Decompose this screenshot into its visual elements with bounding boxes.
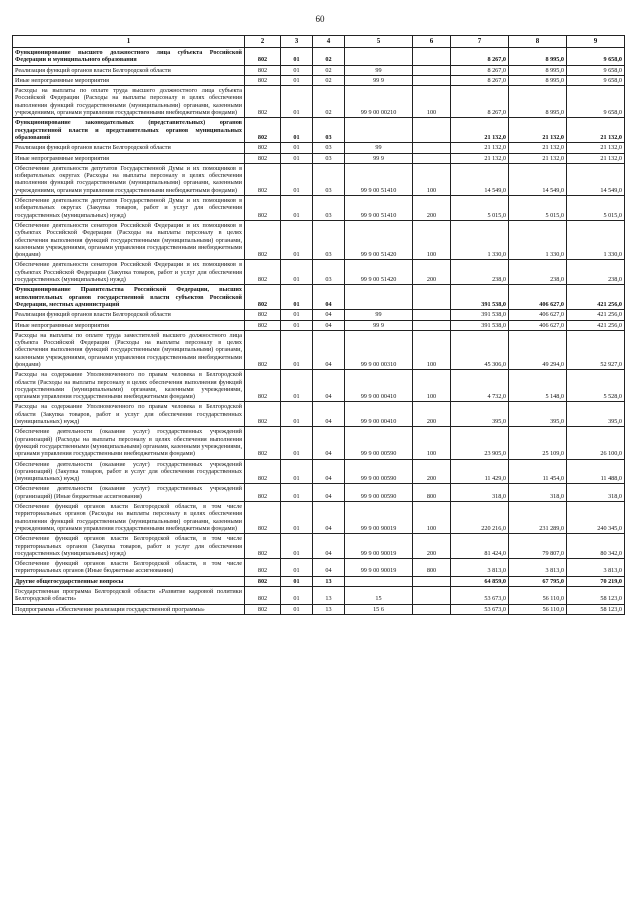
target-article-cell: 99 9 00 00210 bbox=[345, 86, 413, 118]
amount-year3-cell: 1 330,0 bbox=[567, 220, 625, 259]
amount-year2-cell: 56 110,0 bbox=[509, 587, 567, 605]
amount-year1-cell: 3 813,0 bbox=[451, 559, 509, 577]
target-article-cell: 99 9 bbox=[345, 153, 413, 163]
ministry-code-cell: 802 bbox=[245, 285, 281, 310]
table-row bbox=[13, 65, 625, 75]
amount-year2-cell: 14 549,0 bbox=[509, 163, 567, 195]
amount-year2-cell: 5 015,0 bbox=[509, 196, 567, 221]
subsection-code-cell: 02 bbox=[313, 86, 345, 118]
expense-type-cell: 800 bbox=[413, 559, 451, 577]
expense-type-cell bbox=[413, 587, 451, 605]
table-row bbox=[13, 484, 625, 502]
section-code-cell: 01 bbox=[281, 310, 313, 320]
row-name-cell: Подпрограмма «Обеспечение реализации государственной программы» bbox=[13, 604, 245, 614]
amount-year3-cell: 52 927,0 bbox=[567, 330, 625, 369]
section-code-cell: 01 bbox=[281, 402, 313, 427]
section-code-cell: 01 bbox=[281, 559, 313, 577]
amount-year1-cell: 8 267,0 bbox=[451, 65, 509, 75]
amount-year2-cell: 231 289,0 bbox=[509, 502, 567, 534]
table-row bbox=[13, 48, 625, 66]
amount-year1-cell: 5 015,0 bbox=[451, 196, 509, 221]
amount-year2-cell: 56 110,0 bbox=[509, 604, 567, 614]
ministry-code-cell: 802 bbox=[245, 310, 281, 320]
target-article-cell: 99 9 00 00590 bbox=[345, 484, 413, 502]
amount-year1-cell: 238,0 bbox=[451, 260, 509, 285]
section-code-cell: 01 bbox=[281, 48, 313, 66]
section-code-cell: 01 bbox=[281, 220, 313, 259]
amount-year1-cell: 318,0 bbox=[451, 484, 509, 502]
row-name-cell: Обеспечение деятельности сенаторов Российской Федерации и их помощников в субъектах Российской Федерации (Закупка товаров, работ и услуг для обеспечения государственных (муниципальных) нужд) bbox=[13, 260, 245, 285]
subsection-code-cell: 02 bbox=[313, 48, 345, 66]
table-row bbox=[13, 75, 625, 85]
amount-year3-cell: 21 132,0 bbox=[567, 153, 625, 163]
row-name-cell: Функционирование Правительства Российской Федерации, высших исполнительных органов государственной власти субъектов Российской Федерации, местных администраций bbox=[13, 285, 245, 310]
expense-type-cell: 800 bbox=[413, 484, 451, 502]
row-name-cell: Иные непрограммные мероприятия bbox=[13, 153, 245, 163]
expense-type-cell: 200 bbox=[413, 196, 451, 221]
section-code-cell: 01 bbox=[281, 118, 313, 143]
budget-table bbox=[12, 35, 625, 615]
subsection-code-cell: 04 bbox=[313, 330, 345, 369]
ministry-code-cell: 802 bbox=[245, 163, 281, 195]
subsection-code-cell: 03 bbox=[313, 163, 345, 195]
table-row bbox=[13, 559, 625, 577]
subsection-code-cell: 04 bbox=[313, 534, 345, 559]
ministry-code-cell: 802 bbox=[245, 153, 281, 163]
ministry-code-cell: 802 bbox=[245, 260, 281, 285]
amount-year1-cell: 64 859,0 bbox=[451, 576, 509, 586]
amount-year1-cell: 391 538,0 bbox=[451, 320, 509, 330]
table-row bbox=[13, 118, 625, 143]
expense-type-cell bbox=[413, 153, 451, 163]
amount-year3-cell: 5 528,0 bbox=[567, 370, 625, 402]
subsection-code-cell: 04 bbox=[313, 459, 345, 484]
amount-year1-cell: 395,0 bbox=[451, 402, 509, 427]
expense-type-cell: 200 bbox=[413, 260, 451, 285]
table-row bbox=[13, 330, 625, 369]
section-code-cell: 01 bbox=[281, 576, 313, 586]
expense-type-cell bbox=[413, 143, 451, 153]
target-article-cell: 99 9 00 51420 bbox=[345, 220, 413, 259]
table-row bbox=[13, 86, 625, 118]
column-header: 5 bbox=[345, 36, 413, 48]
target-article-cell: 99 bbox=[345, 310, 413, 320]
row-name-cell: Государственная программа Белгородской области «Развитие кадровой политики Белгородской области» bbox=[13, 587, 245, 605]
subsection-code-cell: 04 bbox=[313, 484, 345, 502]
subsection-code-cell: 04 bbox=[313, 502, 345, 534]
section-code-cell: 01 bbox=[281, 604, 313, 614]
amount-year3-cell: 238,0 bbox=[567, 260, 625, 285]
amount-year2-cell: 318,0 bbox=[509, 484, 567, 502]
ministry-code-cell: 802 bbox=[245, 320, 281, 330]
section-code-cell: 01 bbox=[281, 196, 313, 221]
amount-year3-cell: 26 100,0 bbox=[567, 427, 625, 459]
amount-year2-cell: 8 995,0 bbox=[509, 75, 567, 85]
row-name-cell: Иные непрограммные мероприятия bbox=[13, 75, 245, 85]
target-article-cell: 15 6 bbox=[345, 604, 413, 614]
amount-year1-cell: 21 132,0 bbox=[451, 153, 509, 163]
subsection-code-cell: 03 bbox=[313, 196, 345, 221]
expense-type-cell: 100 bbox=[413, 86, 451, 118]
amount-year3-cell: 58 123,0 bbox=[567, 604, 625, 614]
amount-year2-cell: 21 132,0 bbox=[509, 118, 567, 143]
amount-year2-cell: 11 454,0 bbox=[509, 459, 567, 484]
section-code-cell: 01 bbox=[281, 260, 313, 285]
table-row bbox=[13, 310, 625, 320]
column-header: 7 bbox=[451, 36, 509, 48]
amount-year2-cell: 49 294,0 bbox=[509, 330, 567, 369]
ministry-code-cell: 802 bbox=[245, 65, 281, 75]
expense-type-cell bbox=[413, 75, 451, 85]
subsection-code-cell: 04 bbox=[313, 370, 345, 402]
subsection-code-cell: 04 bbox=[313, 559, 345, 577]
amount-year1-cell: 391 538,0 bbox=[451, 285, 509, 310]
amount-year1-cell: 53 673,0 bbox=[451, 587, 509, 605]
table-row bbox=[13, 163, 625, 195]
amount-year1-cell: 21 132,0 bbox=[451, 118, 509, 143]
row-name-cell: Обеспечение деятельности депутатов Государственной Думы и их помощников в избирательных округах (Расходы на выплаты персоналу в целях обеспечения выполнения функций государственными (муниципальными) органами, казенными учреждениями, органами управления государственными внебюджетными фондами) bbox=[13, 163, 245, 195]
amount-year2-cell: 21 132,0 bbox=[509, 143, 567, 153]
ministry-code-cell: 802 bbox=[245, 402, 281, 427]
amount-year2-cell: 79 807,0 bbox=[509, 534, 567, 559]
section-code-cell: 01 bbox=[281, 459, 313, 484]
table-row bbox=[13, 153, 625, 163]
amount-year1-cell: 220 216,0 bbox=[451, 502, 509, 534]
ministry-code-cell: 802 bbox=[245, 75, 281, 85]
amount-year3-cell: 9 658,0 bbox=[567, 65, 625, 75]
amount-year1-cell: 8 267,0 bbox=[451, 75, 509, 85]
row-name-cell: Обеспечение деятельности депутатов Государственной Думы и их помощников в избирательных округах (Закупка товаров, работ и услуг для обеспечения государственных (муниципальных) нужд) bbox=[13, 196, 245, 221]
expense-type-cell bbox=[413, 65, 451, 75]
row-name-cell: Расходы на содержание Уполномоченного по правам человека в Белгородской области (Расходы на выплаты персоналу в целях обеспечения выполнения функций государственными (муниципальными) органами, казенными учреждениями, органами управления государственными внебюджетными фондами) bbox=[13, 370, 245, 402]
section-code-cell: 01 bbox=[281, 502, 313, 534]
table-row bbox=[13, 370, 625, 402]
row-name-cell: Обеспечение деятельности (оказание услуг) государственных учреждений (организаций) (Иные бюджетные ассигнования) bbox=[13, 484, 245, 502]
expense-type-cell bbox=[413, 285, 451, 310]
row-name-cell: Иные непрограммные мероприятия bbox=[13, 320, 245, 330]
row-name-cell: Функционирование законодательных (представительных) органов государственной власти и представительных органов муниципальных образований bbox=[13, 118, 245, 143]
column-header: 1 bbox=[13, 36, 245, 48]
row-name-cell: Реализация функций органов власти Белгородской области bbox=[13, 310, 245, 320]
target-article-cell bbox=[345, 48, 413, 66]
subsection-code-cell: 13 bbox=[313, 604, 345, 614]
row-name-cell: Обеспечение функций органов власти Белгородской области, в том числе территориальных органов (Иные бюджетные ассигнования) bbox=[13, 559, 245, 577]
expense-type-cell bbox=[413, 118, 451, 143]
ministry-code-cell: 802 bbox=[245, 484, 281, 502]
section-code-cell: 01 bbox=[281, 330, 313, 369]
ministry-code-cell: 802 bbox=[245, 459, 281, 484]
subsection-code-cell: 04 bbox=[313, 320, 345, 330]
column-header: 6 bbox=[413, 36, 451, 48]
expense-type-cell bbox=[413, 310, 451, 320]
subsection-code-cell: 03 bbox=[313, 153, 345, 163]
subsection-code-cell: 13 bbox=[313, 576, 345, 586]
ministry-code-cell: 802 bbox=[245, 118, 281, 143]
amount-year2-cell: 67 795,0 bbox=[509, 576, 567, 586]
target-article-cell: 99 9 bbox=[345, 320, 413, 330]
target-article-cell: 99 9 00 51410 bbox=[345, 163, 413, 195]
row-name-cell: Функционирование высшего должностного лица субъекта Российской Федерации и муниципального образования bbox=[13, 48, 245, 66]
ministry-code-cell: 802 bbox=[245, 534, 281, 559]
amount-year1-cell: 1 330,0 bbox=[451, 220, 509, 259]
target-article-cell: 99 9 00 90019 bbox=[345, 559, 413, 577]
amount-year1-cell: 11 429,0 bbox=[451, 459, 509, 484]
ministry-code-cell: 802 bbox=[245, 143, 281, 153]
section-code-cell: 01 bbox=[281, 534, 313, 559]
row-name-cell: Обеспечение функций органов власти Белгородской области, в том числе территориальных органов (Расходы на выплаты персоналу в целях обеспечения выполнения функций государственными (муниципальными) органами, казенными учреждениями, органами управления государственными внебюджетными фондами) bbox=[13, 502, 245, 534]
amount-year2-cell: 3 813,0 bbox=[509, 559, 567, 577]
section-code-cell: 01 bbox=[281, 65, 313, 75]
subsection-code-cell: 04 bbox=[313, 285, 345, 310]
subsection-code-cell: 04 bbox=[313, 402, 345, 427]
table-row bbox=[13, 534, 625, 559]
ministry-code-cell: 802 bbox=[245, 604, 281, 614]
row-name-cell: Обеспечение деятельности сенаторов Российской Федерации и их помощников в субъектах Российской Федерации (Расходы на выплаты персоналу в целях обеспечения выполнения функций государственными (муниципальными) органами, казенными учреждениями, органами управления государственными внебюджетными фондами) bbox=[13, 220, 245, 259]
section-code-cell: 01 bbox=[281, 427, 313, 459]
target-article-cell: 99 9 00 00590 bbox=[345, 427, 413, 459]
expense-type-cell: 200 bbox=[413, 402, 451, 427]
amount-year3-cell: 421 256,0 bbox=[567, 285, 625, 310]
table-row bbox=[13, 587, 625, 605]
column-header: 8 bbox=[509, 36, 567, 48]
amount-year2-cell: 8 995,0 bbox=[509, 86, 567, 118]
expense-type-cell bbox=[413, 604, 451, 614]
expense-type-cell: 100 bbox=[413, 330, 451, 369]
amount-year2-cell: 406 627,0 bbox=[509, 310, 567, 320]
amount-year3-cell: 70 219,0 bbox=[567, 576, 625, 586]
row-name-cell: Другие общегосударственные вопросы bbox=[13, 576, 245, 586]
amount-year2-cell: 395,0 bbox=[509, 402, 567, 427]
section-code-cell: 01 bbox=[281, 285, 313, 310]
subsection-code-cell: 04 bbox=[313, 427, 345, 459]
amount-year2-cell: 8 995,0 bbox=[509, 65, 567, 75]
table-row bbox=[13, 459, 625, 484]
ministry-code-cell: 802 bbox=[245, 370, 281, 402]
section-code-cell: 01 bbox=[281, 484, 313, 502]
amount-year1-cell: 391 538,0 bbox=[451, 310, 509, 320]
target-article-cell: 99 bbox=[345, 65, 413, 75]
amount-year2-cell: 406 627,0 bbox=[509, 285, 567, 310]
table-header-row bbox=[13, 36, 625, 48]
section-code-cell: 01 bbox=[281, 75, 313, 85]
column-header: 3 bbox=[281, 36, 313, 48]
section-code-cell: 01 bbox=[281, 86, 313, 118]
row-name-cell: Реализация функций органов власти Белгородской области bbox=[13, 65, 245, 75]
table-row bbox=[13, 576, 625, 586]
ministry-code-cell: 802 bbox=[245, 559, 281, 577]
row-name-cell: Обеспечение деятельности (оказание услуг) государственных учреждений (организаций) (Закупка товаров, работ и услуг для обеспечения государственных (муниципальных) нужд) bbox=[13, 459, 245, 484]
amount-year1-cell: 81 424,0 bbox=[451, 534, 509, 559]
expense-type-cell bbox=[413, 320, 451, 330]
row-name-cell: Расходы на содержание Уполномоченного по правам человека в Белгородской области (Закупка товаров, работ и услуг для обеспечения государственных (муниципальных) нужд) bbox=[13, 402, 245, 427]
table-row bbox=[13, 402, 625, 427]
amount-year1-cell: 8 267,0 bbox=[451, 86, 509, 118]
amount-year3-cell: 14 549,0 bbox=[567, 163, 625, 195]
subsection-code-cell: 03 bbox=[313, 220, 345, 259]
table-row bbox=[13, 320, 625, 330]
expense-type-cell: 100 bbox=[413, 502, 451, 534]
target-article-cell bbox=[345, 118, 413, 143]
target-article-cell bbox=[345, 576, 413, 586]
amount-year2-cell: 406 627,0 bbox=[509, 320, 567, 330]
amount-year2-cell: 21 132,0 bbox=[509, 153, 567, 163]
amount-year1-cell: 8 267,0 bbox=[451, 48, 509, 66]
column-header: 9 bbox=[567, 36, 625, 48]
amount-year2-cell: 238,0 bbox=[509, 260, 567, 285]
row-name-cell: Обеспечение деятельности (оказание услуг) государственных учреждений (организаций) (Расходы на выплаты персоналу в целях обеспечения выполнения функций государственными (муниципальными) органами, казенными учреждениями, органами управления государственными внебюджетными фондами) bbox=[13, 427, 245, 459]
subsection-code-cell: 03 bbox=[313, 260, 345, 285]
row-name-cell: Расходы на выплаты по оплате труда заместителей высшего должностного лица субъекта Российской Федерации (Расходы на выплаты персоналу в целях обеспечения выполнения функций государственными (муниципальными) органами, казенными учреждениями, органами управления государственными внебюджетными фондами) bbox=[13, 330, 245, 369]
amount-year3-cell: 58 123,0 bbox=[567, 587, 625, 605]
column-header: 2 bbox=[245, 36, 281, 48]
target-article-cell: 99 9 00 90019 bbox=[345, 502, 413, 534]
amount-year1-cell: 4 732,0 bbox=[451, 370, 509, 402]
subsection-code-cell: 03 bbox=[313, 118, 345, 143]
expense-type-cell: 100 bbox=[413, 163, 451, 195]
amount-year2-cell: 1 330,0 bbox=[509, 220, 567, 259]
subsection-code-cell: 03 bbox=[313, 143, 345, 153]
amount-year1-cell: 14 549,0 bbox=[451, 163, 509, 195]
ministry-code-cell: 802 bbox=[245, 502, 281, 534]
section-code-cell: 01 bbox=[281, 153, 313, 163]
ministry-code-cell: 802 bbox=[245, 196, 281, 221]
target-article-cell: 99 9 00 51420 bbox=[345, 260, 413, 285]
target-article-cell: 99 9 00 51410 bbox=[345, 196, 413, 221]
section-code-cell: 01 bbox=[281, 320, 313, 330]
table-row bbox=[13, 260, 625, 285]
expense-type-cell: 200 bbox=[413, 534, 451, 559]
section-code-cell: 01 bbox=[281, 587, 313, 605]
amount-year2-cell: 25 109,0 bbox=[509, 427, 567, 459]
target-article-cell: 99 bbox=[345, 143, 413, 153]
amount-year1-cell: 53 673,0 bbox=[451, 604, 509, 614]
amount-year3-cell: 9 658,0 bbox=[567, 75, 625, 85]
row-name-cell: Реализация функций органов власти Белгородской области bbox=[13, 143, 245, 153]
amount-year3-cell: 9 658,0 bbox=[567, 86, 625, 118]
row-name-cell: Обеспечение функций органов власти Белгородской области, в том числе территориальных органов (Закупка товаров, работ и услуг для обеспечения государственных (муниципальных) нужд) bbox=[13, 534, 245, 559]
amount-year3-cell: 421 256,0 bbox=[567, 320, 625, 330]
expense-type-cell: 200 bbox=[413, 459, 451, 484]
table-row bbox=[13, 220, 625, 259]
amount-year3-cell: 9 658,0 bbox=[567, 48, 625, 66]
expense-type-cell bbox=[413, 48, 451, 66]
target-article-cell: 99 9 00 00310 bbox=[345, 330, 413, 369]
target-article-cell: 99 9 00 00410 bbox=[345, 370, 413, 402]
amount-year3-cell: 21 132,0 bbox=[567, 143, 625, 153]
target-article-cell: 99 9 00 00590 bbox=[345, 459, 413, 484]
amount-year1-cell: 45 306,0 bbox=[451, 330, 509, 369]
target-article-cell bbox=[345, 285, 413, 310]
section-code-cell: 01 bbox=[281, 163, 313, 195]
expense-type-cell: 100 bbox=[413, 220, 451, 259]
section-code-cell: 01 bbox=[281, 143, 313, 153]
amount-year3-cell: 421 256,0 bbox=[567, 310, 625, 320]
ministry-code-cell: 802 bbox=[245, 48, 281, 66]
row-name-cell: Расходы на выплаты по оплате труда высшего должностного лица субъекта Российской Федерации (Расходы на выплаты персоналу в целях обеспечения выполнения функций государственными (муниципальными) органами, казенными учреждениями, органами управления государственными внебюджетными фондами) bbox=[13, 86, 245, 118]
amount-year2-cell: 5 148,0 bbox=[509, 370, 567, 402]
page-number: 60 bbox=[315, 14, 325, 24]
amount-year3-cell: 240 345,0 bbox=[567, 502, 625, 534]
ministry-code-cell: 802 bbox=[245, 427, 281, 459]
ministry-code-cell: 802 bbox=[245, 330, 281, 369]
amount-year3-cell: 395,0 bbox=[567, 402, 625, 427]
column-header: 4 bbox=[313, 36, 345, 48]
table-row bbox=[13, 143, 625, 153]
subsection-code-cell: 04 bbox=[313, 310, 345, 320]
target-article-cell: 99 9 00 90019 bbox=[345, 534, 413, 559]
ministry-code-cell: 802 bbox=[245, 587, 281, 605]
expense-type-cell: 100 bbox=[413, 370, 451, 402]
amount-year3-cell: 21 132,0 bbox=[567, 118, 625, 143]
amount-year3-cell: 80 342,0 bbox=[567, 534, 625, 559]
subsection-code-cell: 02 bbox=[313, 65, 345, 75]
table-row bbox=[13, 604, 625, 614]
target-article-cell: 15 bbox=[345, 587, 413, 605]
amount-year3-cell: 318,0 bbox=[567, 484, 625, 502]
table-row bbox=[13, 196, 625, 221]
expense-type-cell: 100 bbox=[413, 427, 451, 459]
target-article-cell: 99 9 bbox=[345, 75, 413, 85]
amount-year3-cell: 5 015,0 bbox=[567, 196, 625, 221]
section-code-cell: 01 bbox=[281, 370, 313, 402]
table-row bbox=[13, 285, 625, 310]
amount-year3-cell: 11 488,0 bbox=[567, 459, 625, 484]
amount-year3-cell: 3 813,0 bbox=[567, 559, 625, 577]
expense-type-cell bbox=[413, 576, 451, 586]
ministry-code-cell: 802 bbox=[245, 86, 281, 118]
subsection-code-cell: 02 bbox=[313, 75, 345, 85]
ministry-code-cell: 802 bbox=[245, 576, 281, 586]
ministry-code-cell: 802 bbox=[245, 220, 281, 259]
amount-year2-cell: 8 995,0 bbox=[509, 48, 567, 66]
target-article-cell: 99 9 00 00410 bbox=[345, 402, 413, 427]
table-row bbox=[13, 502, 625, 534]
table-row bbox=[13, 427, 625, 459]
amount-year1-cell: 21 132,0 bbox=[451, 143, 509, 153]
amount-year1-cell: 23 905,0 bbox=[451, 427, 509, 459]
subsection-code-cell: 13 bbox=[313, 587, 345, 605]
